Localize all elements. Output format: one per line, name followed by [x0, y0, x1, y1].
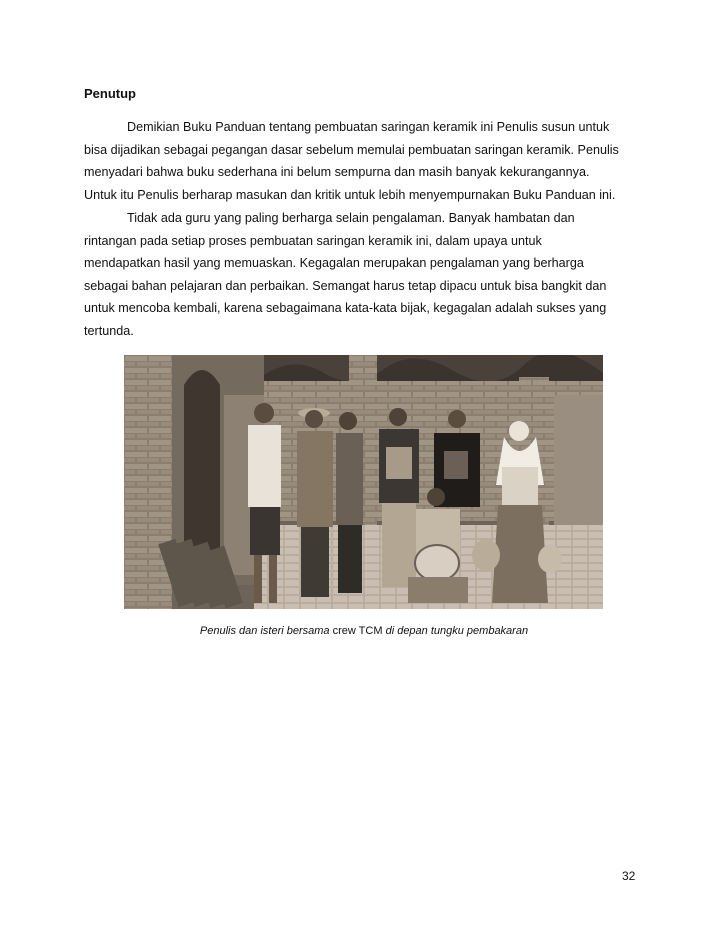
paragraph-1-line: bisa dijadikan sebagai pegangan dasar sebelum memulai pembuatan saringan keramik. Penulis: [84, 142, 619, 157]
paragraph-2-line: Tidak ada guru yang paling berharga selain pengalaman. Banyak hambatan dan: [127, 211, 575, 225]
section-heading: Penutup: [84, 86, 136, 101]
paragraph-1: [84, 116, 644, 206]
paragraph-2-line: sebagai bahan pelajaran dan perbaikan. Semangat harus tetap dipacu untuk bisa bangkit dan: [84, 278, 607, 293]
paragraph-2-line: tertunda.: [84, 323, 134, 338]
paragraph-1-line: Demikian Buku Panduan tentang pembuatan saringan keramik ini Penulis susun untuk: [127, 120, 610, 134]
caption-part-2: crew TCM: [329, 625, 386, 637]
paragraph-2-line: untuk mencoba kembali, karena sebagaimana kata-kata bijak, kegagalan adalah sukses yang: [84, 301, 607, 315]
paragraph-2-line: mendapatkan hasil yang memuaskan. Kegagalan merupakan pengalaman yang berharga: [84, 256, 584, 270]
paragraph-1-line: menyadari bahwa buku sederhana ini belum sempurna dan masih banyak kekurangannya.: [84, 165, 590, 179]
paragraph-2-line: rintangan pada setiap proses pembuatan saringan keramik ini, dalam upaya untuk: [84, 233, 542, 248]
caption-part-1: Penulis dan isteri bersama: [199, 625, 330, 637]
caption-part-3: di depan tungku pembakaran: [385, 625, 529, 637]
photo-caption: [0, 625, 728, 637]
paragraph-2: [84, 207, 644, 342]
group-photo: [124, 355, 603, 609]
paragraph-1-line: Untuk itu Penulis berharap masukan dan kritik untuk lebih menyempurnakan Buku Panduan ini.: [84, 187, 616, 202]
page-number: 32: [622, 869, 636, 883]
